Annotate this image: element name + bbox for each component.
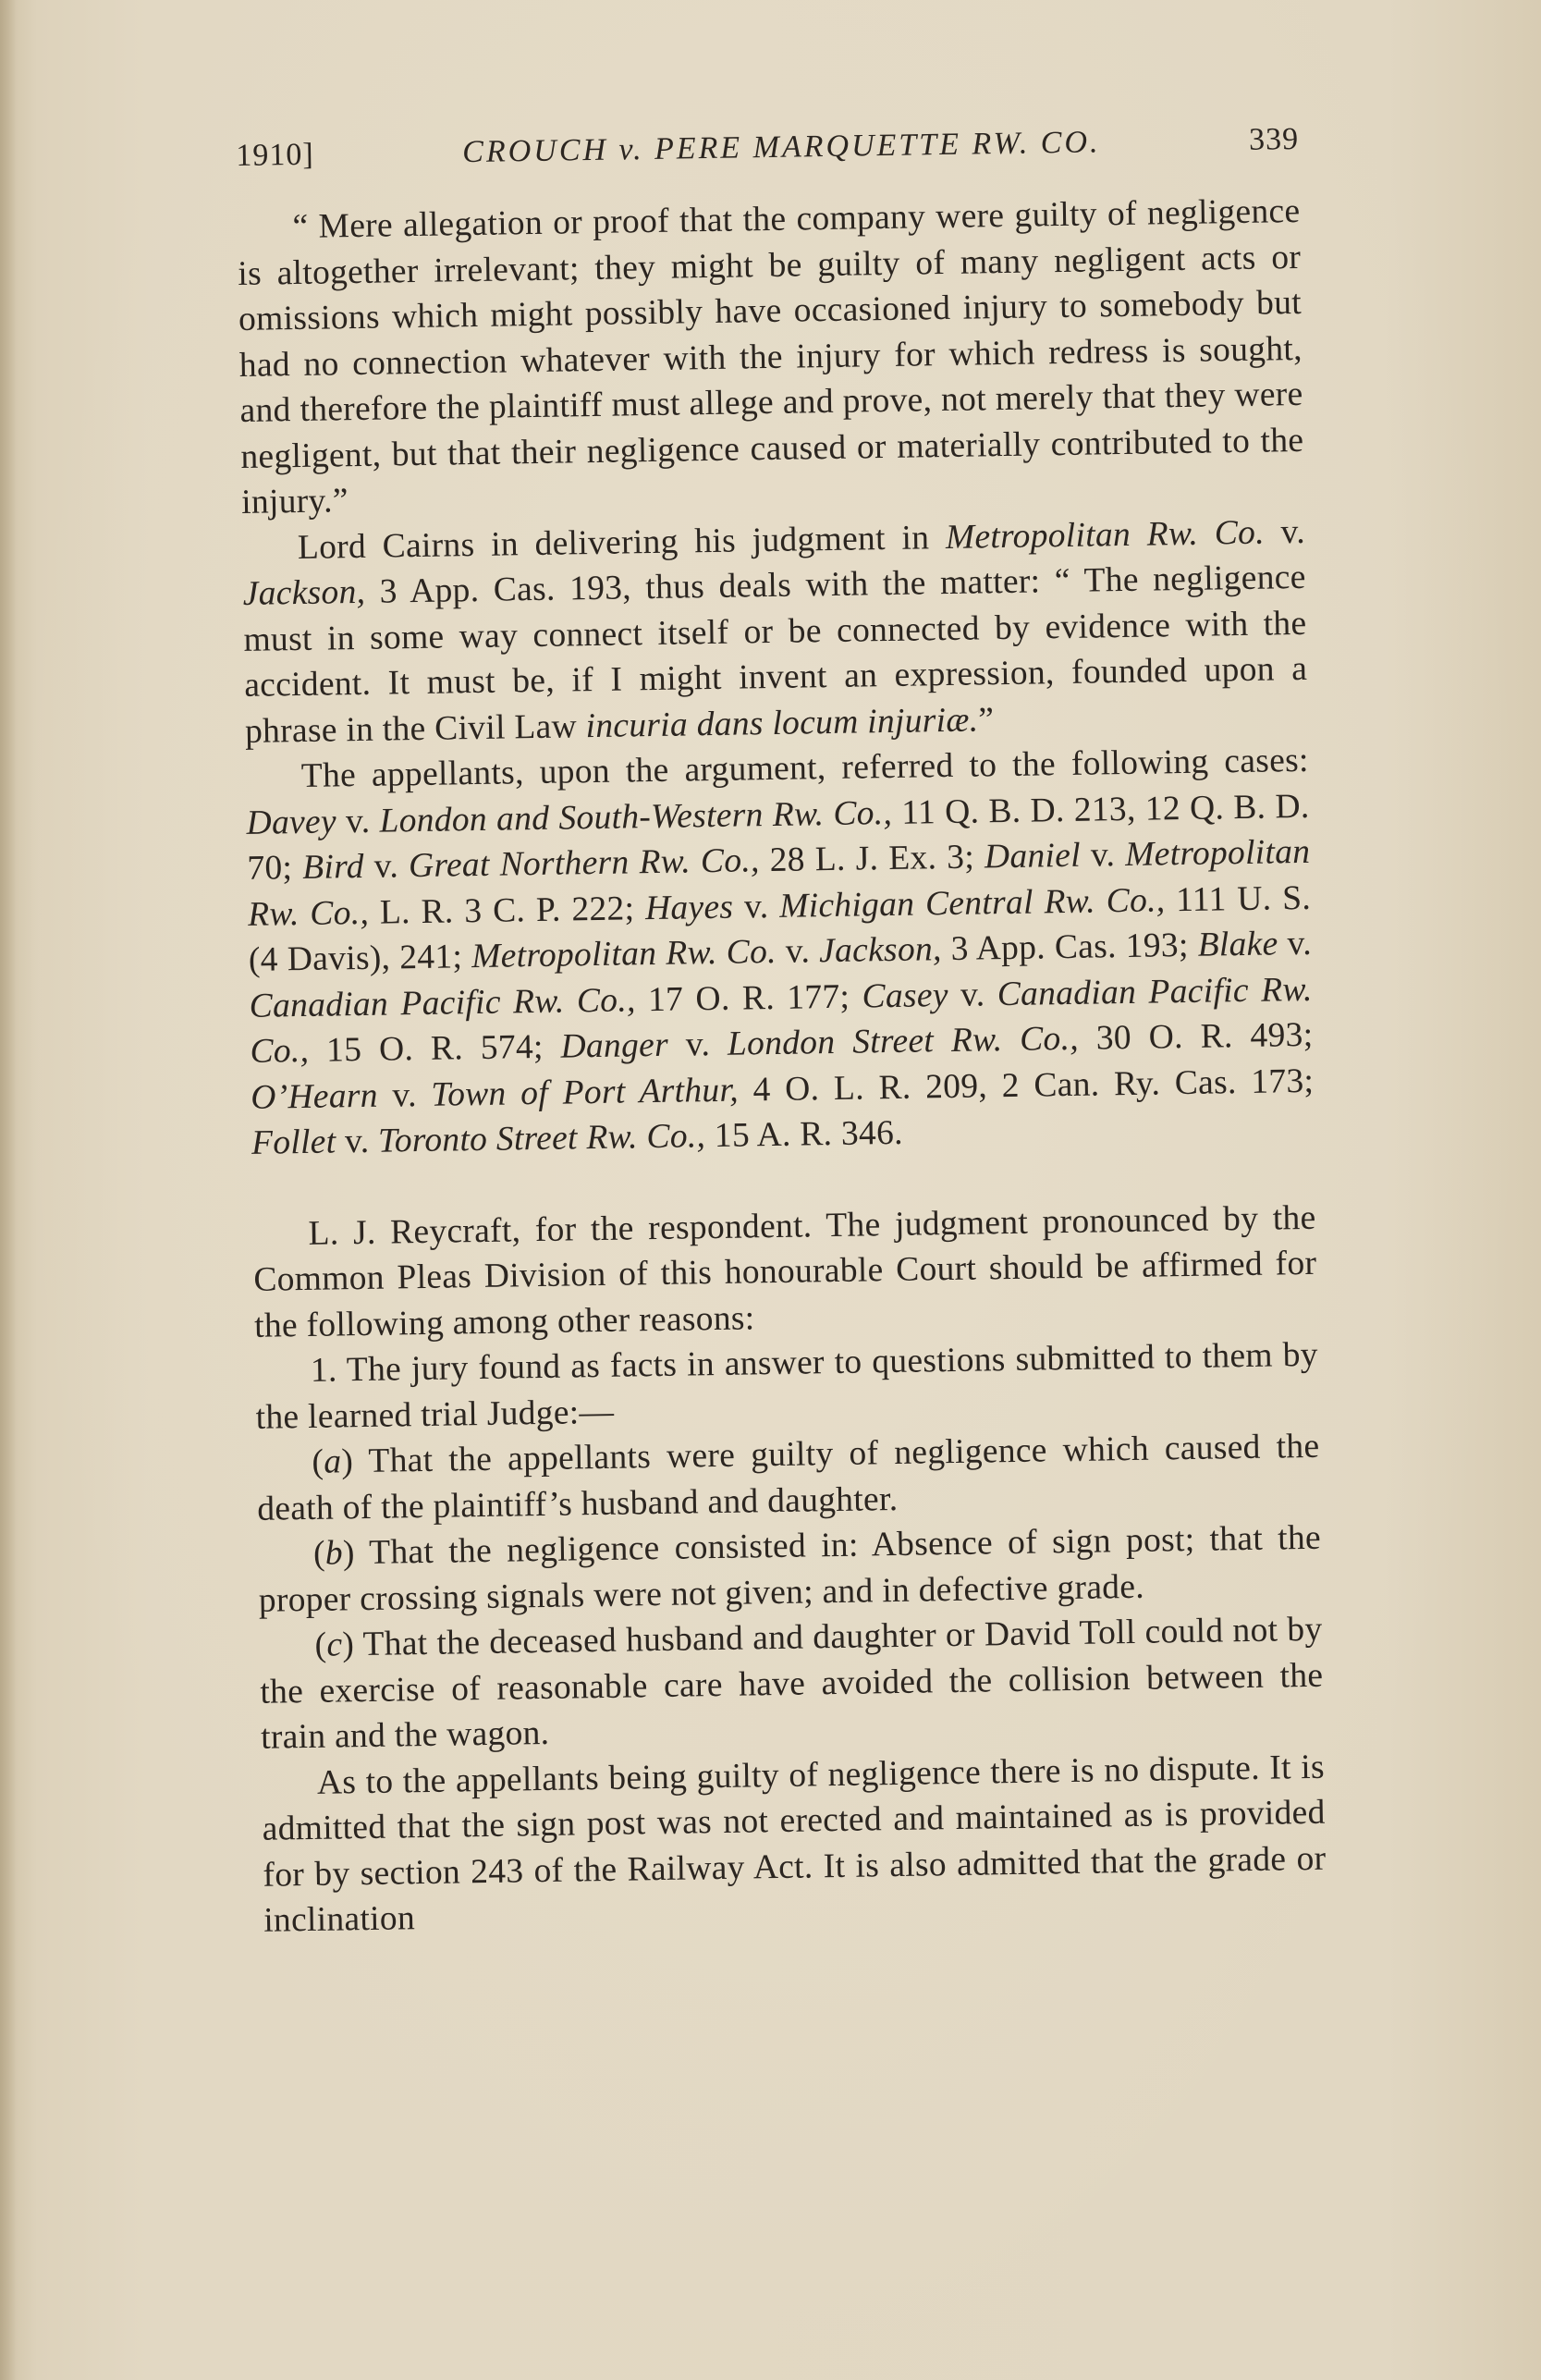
text-segment: v. (336, 1122, 379, 1161)
paragraph (259, 1607, 1324, 1761)
italic-text: a (323, 1442, 342, 1481)
italic-text: London Street Rw. Co., (727, 1019, 1080, 1063)
italic-text: b (324, 1534, 344, 1573)
italic-text: Davey (246, 802, 337, 842)
text-segment: ) That the negligence consisted in: Absence of sign post; that the proper crossing signals were not given; and in defective grade. (258, 1518, 1322, 1620)
text-segment: L. J. Reycraft, for the respondent. The judgment pronounced by the Common Pleas Division of this honourable Court should be affirmed for the following among other reasons: (253, 1198, 1317, 1345)
text-segment: 28 L. J. Ex. 3; (759, 838, 985, 880)
text-segment: 3 App. Cas. 193, thus deals with the matter: “ The negligence must in some way connect itself or be connected by evidence with the accident. It must be, if I might invent an expression, founded upon a phrase in the Civil Law (243, 558, 1308, 751)
italic-text: Metropolitan Rw. Co., (247, 832, 1311, 934)
paragraph (255, 1332, 1319, 1441)
text-segment: ) That the deceased husband and daughter or David Toll could not by the exercise of reasonable care have avoided the collision between the train and the wagon. (260, 1610, 1324, 1757)
text-segment: The appellants, upon the argument, referred to the following cases: (300, 741, 1310, 795)
text-segment: 17 O. R. 177; (635, 976, 862, 1019)
text-segment: ( (312, 1442, 324, 1481)
text-segment: “ Mere allegation or proof that the company were guilty of negligence is altogether irrelevant; they might be guilty of many negligent acts or omissions which might possibly have occasioned injury to somebody but had no connection whatever with the injury for which redress is sought, and therefore the plaintiff must allege and prove, not merely that they were negligent, but that their negligence caused or materially contributed to the injury.” (237, 191, 1304, 521)
italic-text: O’Hearn (250, 1076, 379, 1117)
italic-text: Casey (862, 975, 949, 1015)
text-segment: v. (363, 847, 410, 886)
text-segment: As to the appellants being guilty of negligence there is no dispute. It is admitted that the sign post was not erected and maintained as is provided for by section 243 of the Railway Act. It is also admitted that the grade or inclination (262, 1748, 1327, 1940)
text-segment: v. (336, 802, 380, 840)
page-gutter-shadow (0, 0, 17, 2380)
text-segment: v. (776, 932, 820, 971)
text-segment: 4 O. L. R. 209, 2 Can. Ry. Cas. 173; (738, 1061, 1315, 1110)
italic-text: Metropolitan Rw. Co. (471, 932, 777, 976)
italic-text: Follet (251, 1123, 336, 1162)
italic-text: incuria dans locum injuriæ. (585, 700, 979, 745)
paragraph (237, 189, 1304, 526)
text-segment: Lord Cairns in delivering his judgment in (297, 518, 947, 567)
italic-text: Canadian Pacific Rw. Co., (250, 970, 1313, 1071)
italic-text: Hayes (644, 888, 734, 927)
text-segment: v. (1278, 924, 1313, 963)
text-segment: 11 Q. B. D. 213, 12 Q. B. D. 70; (247, 787, 1310, 888)
paragraph (245, 738, 1315, 1167)
text-segment: 30 O. R. 493; (1078, 1015, 1314, 1058)
italic-text: Metropolitan Rw. Co. (945, 513, 1266, 557)
italic-text: Daniel (984, 836, 1082, 877)
italic-text: Danger (560, 1025, 669, 1066)
text-segment: ( (312, 1534, 326, 1573)
text-segment: L. R. 3 C. P. 222; (368, 889, 646, 932)
text-segment: v. (1264, 512, 1306, 552)
italic-text: Blake (1197, 925, 1278, 964)
text-segment: ( (314, 1626, 327, 1664)
page-number: 339 (1248, 121, 1300, 157)
italic-text: Michigan Central Rw. Co., (778, 880, 1166, 926)
italic-text: Great Northern Rw. Co., (408, 841, 760, 886)
paragraph (262, 1744, 1327, 1944)
text-segment: v. (667, 1024, 728, 1064)
text-segment: 3 App. Cas. 193; (941, 926, 1198, 969)
paragraph (252, 1195, 1317, 1349)
italic-text: London and South-Western Rw. Co., (379, 793, 893, 840)
text-segment: 15 O. R. 574; (308, 1027, 561, 1070)
header-year: 1910] (236, 137, 314, 173)
italic-text: c (326, 1626, 343, 1664)
paragraph (242, 509, 1309, 754)
text-segment: v. (732, 887, 780, 926)
text-segment: ) That the appellants were guilty of negligence which caused the death of the plaintiff’s husband and daughter. (256, 1427, 1320, 1528)
text-segment: v. (948, 975, 998, 1014)
italic-text: Jackson, (242, 572, 366, 613)
text-segment: v. (1080, 835, 1126, 875)
page-content (236, 122, 1327, 1944)
paragraph (258, 1515, 1322, 1624)
italic-text: Canadian Pacific Rw. Co., (249, 980, 636, 1025)
italic-text: Town of Port Arthur, (431, 1071, 740, 1114)
text-segment: 1. The jury found as facts in answer to questions submitted to them by the learned trial Judge:— (255, 1335, 1319, 1437)
paragraph (256, 1424, 1320, 1532)
body-text (237, 189, 1327, 1944)
italic-text: Bird (301, 847, 365, 887)
header-case-title: CROUCH v. PERE MARQUETTE RW. CO. (461, 125, 1101, 170)
text-segment: v. (377, 1075, 432, 1115)
italic-text: Jackson, (818, 930, 942, 971)
italic-text: Toronto Street Rw. Co., (377, 1117, 706, 1160)
text-segment: ” (978, 700, 995, 739)
text-segment: 111 U. S. (4 Davis), 241; (248, 878, 1312, 979)
text-segment: 15 A. R. 346. (704, 1113, 904, 1156)
